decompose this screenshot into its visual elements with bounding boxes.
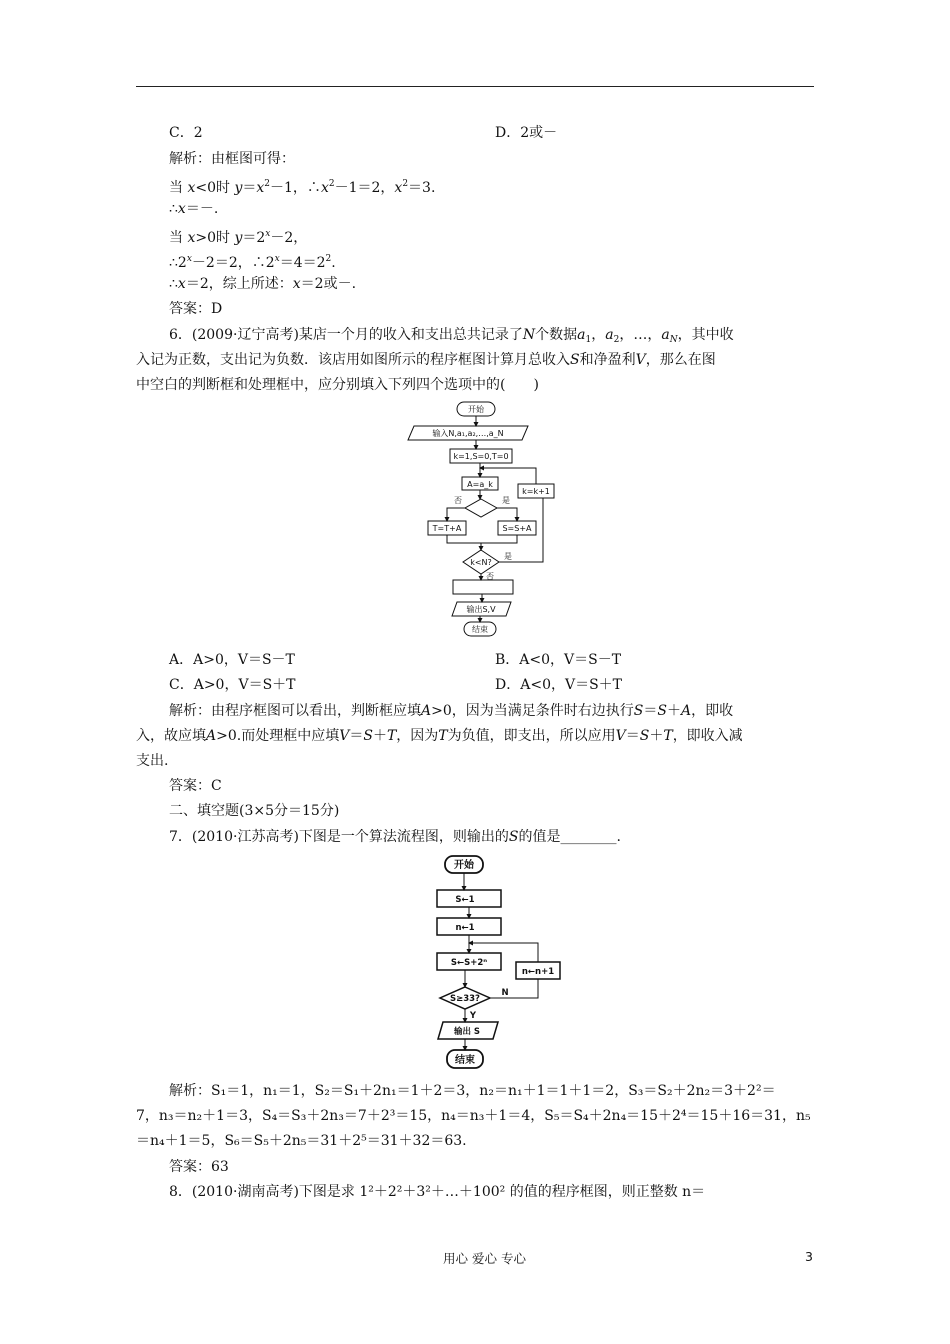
flow2-start-label: 开始: [454, 860, 474, 871]
section-heading: 二、填空题(3×5分＝15分): [169, 803, 340, 819]
flow1-no-label: 否: [454, 496, 462, 505]
answer-line: 答案：D: [169, 301, 223, 317]
analysis-line: ＝n₄＋1＝5，S₆＝S₅＋2n₅＝31＋2⁵＝31＋32＝63.: [136, 1133, 467, 1149]
flow1-start-label: 开始: [468, 405, 484, 414]
answer-line: 答案：C: [169, 778, 222, 794]
flow2-n-label: N: [501, 988, 509, 998]
flow1-assign-label: A=a_k: [467, 480, 493, 489]
option-a: A．A>0，V＝S－T: [169, 652, 295, 668]
option-d: D．A<0，V＝S＋T: [495, 677, 623, 693]
question-6: 6．(2009·辽宁高考)某店一个月的收入和支出总共记录了N个数据$a_1$，$a_2$，…，$a_N$，其中收: [169, 327, 734, 345]
flow1-end-label: 结束: [472, 625, 488, 634]
analysis-line: 解析：由框图可得：: [169, 151, 295, 167]
page-number: 3: [805, 1249, 813, 1264]
flow1-no2-label: 否: [486, 572, 494, 581]
flow1-right-label: S=S+A: [502, 524, 532, 533]
question-6: 中空白的判断框和处理框中，应分别填入下列四个选项中的( ): [136, 377, 539, 393]
flow2-update-label: S←S+2ⁿ: [450, 958, 488, 968]
flow1-init-label: k=1,S=0,T=0: [453, 452, 509, 461]
option-b: B．A<0，V＝S－T: [495, 652, 622, 668]
option-d-prev: D．2或－: [495, 125, 558, 141]
option-c-prev: C．2: [169, 125, 203, 141]
analysis-line: 当 x<0时 $y=x^2-1$，$\therefore x^2-1=2$，$x^2=3$.: [169, 179, 436, 196]
flowchart-1: [400, 398, 570, 640]
analysis-line: $\therefore 2^x-2=2$，$\therefore 2^x=4=2^2$.: [169, 254, 336, 271]
flow2-n1-label: n←1: [455, 923, 475, 933]
analysis-line: ∴x＝－.: [169, 201, 219, 217]
flow1-yes-label: 是: [502, 496, 510, 505]
flow2-end-label: 结束: [455, 1055, 475, 1066]
flow1-yes2-label: 是: [504, 552, 512, 561]
flow2-cond-label: S≥33?: [449, 994, 481, 1004]
analysis-line: 支出.: [136, 753, 169, 769]
analysis-line: ∴x＝2，综上所述：x＝2或－.: [169, 276, 357, 292]
option-c: C．A>0，V＝S＋T: [169, 677, 296, 693]
analysis-line: 入，故应填A>0.而处理框中应填V＝S＋T，因为T为负值，即支出，所以应用V＝S＋T，即收入减: [136, 728, 743, 744]
flow1-left-label: T=T+A: [432, 524, 462, 533]
flow1-input-label: 输入N,a₁,a₂,…,a_N: [432, 429, 504, 438]
answer-line: 答案：63: [169, 1159, 229, 1175]
flow2-incr-label: n←n+1: [521, 967, 555, 977]
flowchart-2: [425, 852, 575, 1074]
flow2-s1-label: S←1: [455, 895, 475, 905]
analysis-line: 当 x>0时 $y=2^x-2$，: [169, 229, 308, 246]
question-7: 7．(2010·江苏高考)下图是一个算法流程图，则输出的S的值是________.: [169, 829, 621, 845]
flow2-output-label: 输出 S: [453, 1027, 481, 1037]
question-6: 入记为正数，支出记为负数．该店用如图所示的程序框图计算月总收入S和净盈利V，那么在图: [136, 352, 716, 368]
header-rule: [136, 86, 814, 87]
flow1-output-label: 输出S,V: [466, 605, 496, 614]
flow2-y-label: Y: [469, 1011, 477, 1021]
analysis-line: 解析：由程序框图可以看出，判断框应填A>0，因为当满足条件时右边执行S＝S＋A，即收: [169, 703, 734, 719]
analysis-line: 解析：S₁＝1，n₁＝1，S₂＝S₁＋2n₁＝1＋2＝3，n₂＝n₁＋1＝1＋1＝2，S₃＝S₂＋2n₂＝3＋2²＝: [169, 1083, 776, 1099]
flow1-cond-label: k<N?: [470, 558, 492, 567]
flow1-incr-label: k=k+1: [522, 487, 550, 496]
footer-slogan: 用心 爱心 专心: [443, 1251, 526, 1266]
analysis-line: 7，n₃＝n₂＋1＝3，S₄＝S₃＋2n₃＝7＋2³＝15，n₄＝n₃＋1＝4，S₅＝S₄＋2n₄＝15＋2⁴＝15＋16＝31，n₅: [136, 1108, 811, 1124]
question-8: 8．(2010·湖南高考)下图是求 1²＋2²＋3²＋…＋100² 的值的程序框图，则正整数 n＝: [169, 1184, 706, 1200]
